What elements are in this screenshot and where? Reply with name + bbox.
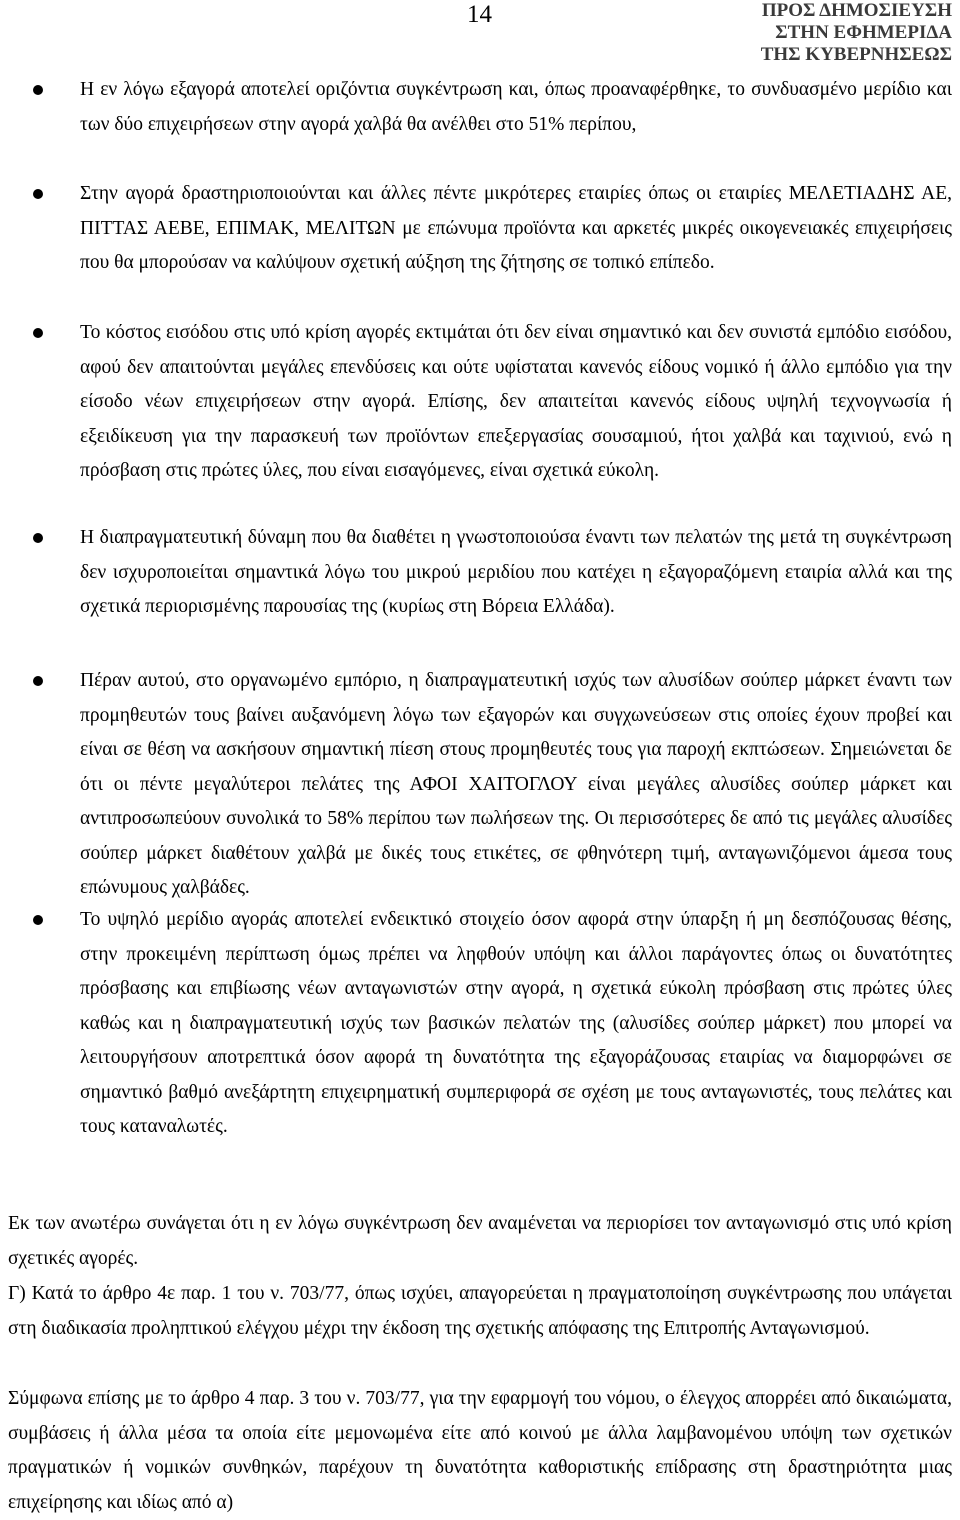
bullet-text: Το υψηλό μερίδιο αγοράς αποτελεί ενδεικτικό στοιχείο όσον αφορά στην ύπαρξη ή μη δεσπόζουσας θέσης, στην προκειμένη περίπτωση όμως πρέπει να ληφθούν υπόψη και άλλοι παράγοντες όπως οι δυνατότητες πρόσβασης και επιβίωσης νέων ανταγωνιστών στην αγορά, η σχετικά εύκολη πρόσβαση στις πρώτες ύλες καθώς και η διαπραγματευτική ισχύς των βασικών πελατών της (αλυσίδες σούπερ μάρκετ) που μπορεί να λειτουργήσουν αποτρεπτικά όσον αφορά τη δυνατότητα της εξαγοράζουσας εταιρίας να διαμορφώνει σε σημαντικό βαθμό ανεξάρτητη επιχειρηματική συμπεριφορά σε σχέση με τους ανταγωνιστές, τους πελάτες και τους καταναλωτές.: [80, 909, 952, 1137]
article-4e-paragraph: Γ) Κατά το άρθρο 4ε παρ. 1 του ν. 703/77, όπως ισχύει, απαγορεύεται η πραγματοποίηση συγκέντρωσης που υπάγεται στη διαδικασία προληπτικού ελέγχου μέχρι την έκδοση της σχετικής απόφασης της Επιτροπής Ανταγωνισμού.: [8, 1283, 952, 1339]
bullet-dot-icon: [33, 676, 43, 686]
bullet-text: Το κόστος εισόδου στις υπό κρίση αγορές εκτιμάται ότι δεν είναι σημαντικό και δεν συνιστά εμπόδιο εισόδου, αφού δεν απαιτούνται μεγάλες επενδύσεις και ούτε υφίσταται κανενός είδους νομικό ή άλλο εμπόδιο για την είσοδο νέων επιχειρήσεων στην αγορά. Επίσης, δεν απαιτείται κανενός είδους υψηλή τεχνογνωσία ή εξειδίκευση για την παρασκευή των προϊόντων επεξεργασίας σουσαμιού, ήτοι χαλβά και ταχινιού, ενώ η πρόσβαση στις πρώτες ύλες, που είναι εισαγόμενες, είναι σχετικά εύκολη.: [80, 322, 952, 481]
bullet-list: [0, 73, 960, 1203]
bullet-dot-icon: [33, 328, 43, 338]
bullet-item: [0, 177, 960, 316]
bullet-item: [0, 73, 960, 177]
bullet-item: [0, 664, 960, 903]
bullet-text: Στην αγορά δραστηριοποιούνται και άλλες πέντε μικρότερες εταιρίες όπως οι εταιρίες ΜΕΛΕΤΙΑΔΗΣ ΑΕ, ΠΙΤΤΑΣ ΑΕΒΕ, ΕΠΙΜΑΚ, ΜΕΛΙΤΩΝ με επώνυμα προϊόντα και αρκετές μικρές οικογενειακές επιχειρήσεις που θα μπορούσαν να καλύψουν σχετική αύξηση της ζήτησης σε τοπικό επίπεδο.: [80, 183, 952, 273]
page-number: 14: [467, 1, 492, 28]
conclusion-paragraph: Εκ των ανωτέρω συνάγεται ότι η εν λόγω συγκέντρωση δεν αναμένεται να περιορίσει τον ανταγωνισμό στις υπό κρίση σχετικές αγορές.: [8, 1213, 952, 1269]
publication-stamp-line: ΠΡΟΣ ΔΗΜΟΣΙΕΥΣΗ: [761, 0, 952, 21]
bullet-dot-icon: [33, 85, 43, 95]
bullet-dot-icon: [33, 533, 43, 543]
bullet-text: Η εν λόγω εξαγορά αποτελεί οριζόντια συγκέντρωση και, όπως προαναφέρθηκε, το συνδυασμένο μερίδιο και των δύο επιχειρήσεων στην αγορά χαλβά θα ανέλθει στο 51% περίπου,: [80, 79, 952, 135]
article-4-paragraph: Σύμφωνα επίσης με το άρθρο 4 παρ. 3 του ν. 703/77, για την εφαρμογή του νόμου, ο έλεγχος απορρέει από δικαιώματα, συμβάσεις ή άλλα μέσα τα οποία είτε μεμονωμένα είτε από κοινού με άλλα λαμβανομένου υπόψη των σχετικών πραγματικών ή νομικών συνθηκών, παρέχουν τη δυνατότητα καθοριστικής επίδρασης στη δραστηριότητα μιας επιχείρησης και ιδίως από α): [8, 1388, 952, 1513]
publication-stamp-line: ΤΗΣ ΚΥΒΕΡΝΗΣΕΩΣ: [760, 44, 952, 65]
bullet-text: Η διαπραγματευτική δύναμη που θα διαθέτει η γνωστοποιούσα έναντι των πελατών της μετά τη συγκέντρωση δεν ισχυροποιείται σημαντικά λόγω του μικρού μεριδίου που κατέχει η εξαγοραζόμενη εταιρία αλλά και της σχετικά περιορισμένης παρουσίας της (κυρίως στη Βόρεια Ελλάδα).: [80, 527, 952, 617]
bullet-item: [0, 903, 960, 1203]
bullet-dot-icon: [33, 189, 43, 199]
bullet-text: Πέραν αυτού, στο οργανωμένο εμπόριο, η διαπραγματευτική ισχύς των αλυσίδων σούπερ μάρκετ έναντι των προμηθευτών τους βαίνει αυξανόμενη λόγω των εξαγορών και συγχωνεύσεων στις οποίες έχουν προβεί και είναι σε θέση να ασκήσουν σημαντική πίεση στους προμηθευτές τους για παροχή εκπτώσεων. Σημειώνεται δε ότι οι πέντε μεγαλύτεροι πελάτες της ΑΦΟΙ ΧΑΙΤΟΓΛΟΥ είναι μεγάλες αλυσίδες σούπερ μάρκετ και αντιπροσωπεύουν συνολικά το 58% περίπου των πωλήσεων της. Οι περισσότερες δε από τις μεγάλες αλυσίδες σούπερ μάρκετ διαθέτουν χαλβά με δικές τους ετικέτες, σε φθηνότερη τιμή, ανταγωνιζόμενοι άμεσα τους επώνυμους χαλβάδες.: [80, 670, 952, 898]
bullet-item: [0, 521, 960, 664]
publication-stamp-line: ΣΤΗΝ ΕΦΗΜΕΡΙΔΑ: [775, 22, 952, 43]
bullet-item: [0, 316, 960, 521]
publication-stamp: [761, 0, 952, 66]
bullet-dot-icon: [33, 915, 43, 925]
